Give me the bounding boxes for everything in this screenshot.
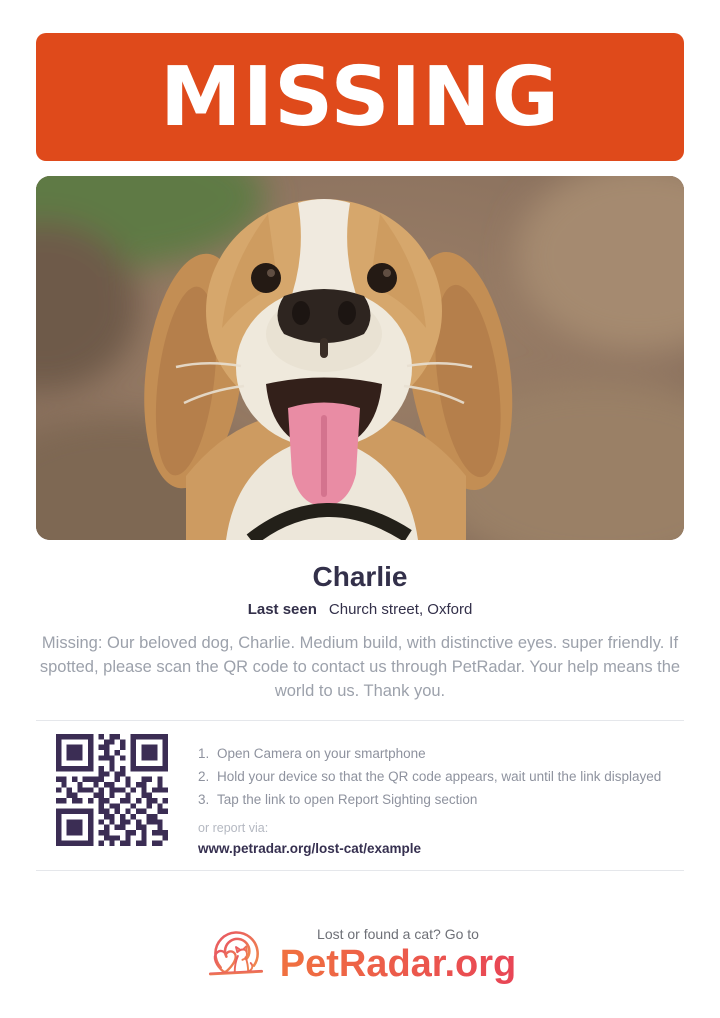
footer-tagline: Lost or found a cat? Go to xyxy=(317,925,479,942)
qr-code-icon xyxy=(56,734,168,846)
or-report-label: or report via: xyxy=(198,820,269,835)
step-number: 2. xyxy=(198,768,210,784)
pet-photo xyxy=(36,176,684,540)
petradar-logo-icon xyxy=(204,917,268,995)
last-seen-row xyxy=(36,601,684,618)
step-text: Open Camera on your smartphone xyxy=(217,745,426,761)
pet-name: Charlie xyxy=(312,561,408,592)
qr-instructions xyxy=(198,734,661,858)
qr-step-2 xyxy=(198,765,661,788)
last-seen-label: Last seen xyxy=(247,600,317,618)
footer xyxy=(36,917,684,995)
report-url: www.petradar.org/lost-cat/example xyxy=(198,840,422,856)
step-number: 3. xyxy=(198,791,210,807)
step-number: 1. xyxy=(198,745,210,761)
beagle-dog-illustration xyxy=(36,176,684,540)
qr-step-3 xyxy=(198,788,661,811)
step-text: Tap the link to open Report Sighting section xyxy=(217,791,478,807)
footer-text xyxy=(280,925,517,987)
banner-title: MISSING xyxy=(160,49,560,145)
pet-description: Missing: Our beloved dog, Charlie. Medium build, with distinctive eyes. super friendly. If spotted, please scan the QR code to contact us through PetRadar. Your help means the world to us. Thank you. xyxy=(39,633,681,700)
step-text: Hold your device so that the QR code appears, wait until the link displayed xyxy=(217,768,662,784)
last-seen-location: Church street, Oxford xyxy=(328,600,473,618)
qr-step-1 xyxy=(198,742,661,765)
brand-name: PetRadar.org xyxy=(279,942,517,985)
qr-code xyxy=(56,734,168,846)
divider-top xyxy=(36,720,684,721)
qr-section xyxy=(36,734,684,858)
missing-banner xyxy=(36,33,684,161)
divider-bottom xyxy=(36,870,684,871)
